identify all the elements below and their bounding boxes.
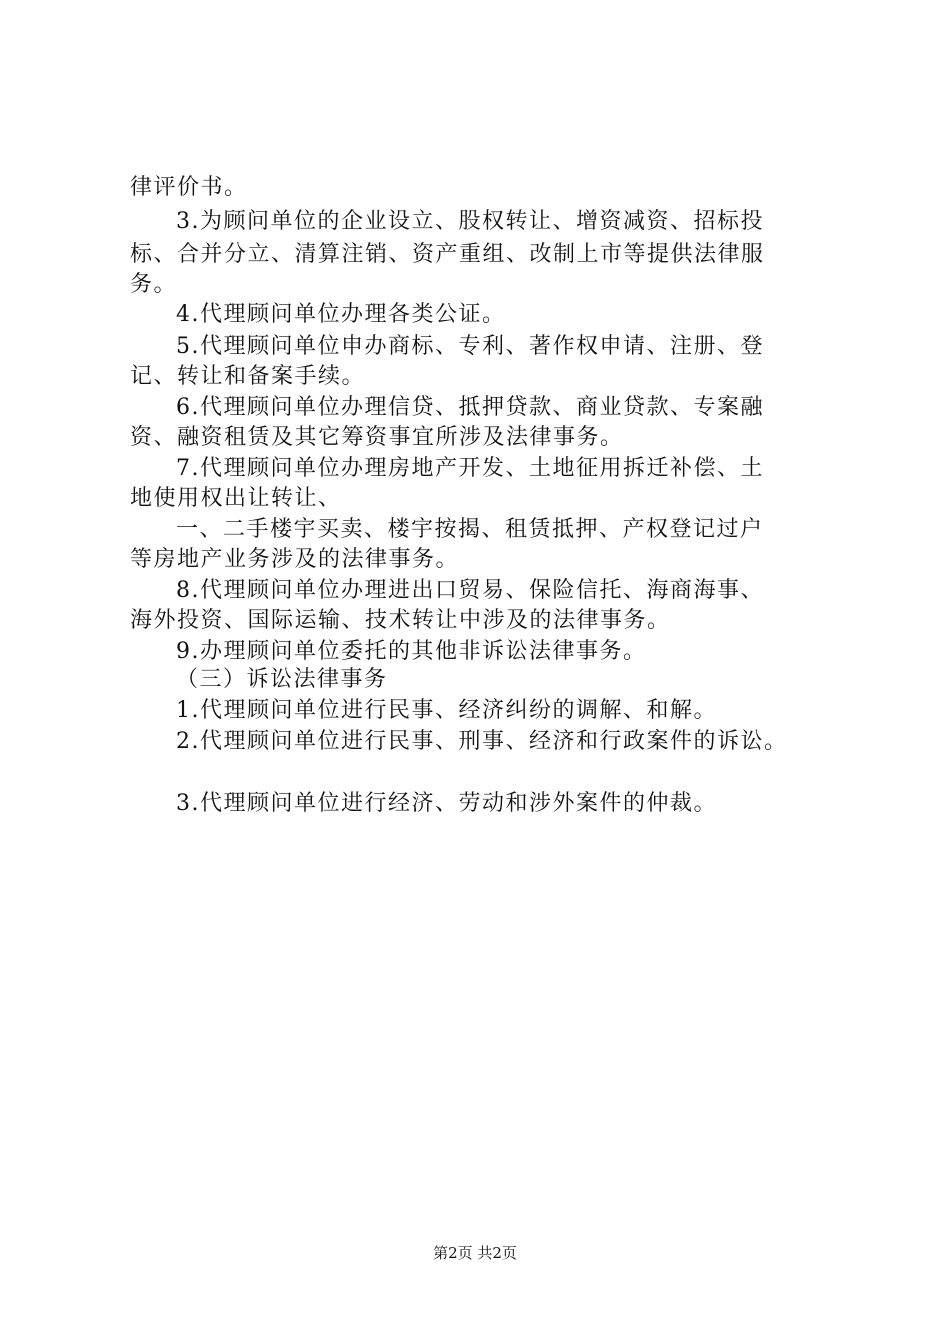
paragraph-line: 资、融资租赁及其它筹资事宜所涉及法律事务。 <box>130 425 624 450</box>
paragraph-line: 记、转让和备案手续。 <box>130 364 366 389</box>
paragraph-line: 3.代理顾问单位进行经济、劳动和涉外案件的仲裁。 <box>176 791 717 816</box>
paragraph-line: 一、二手楼宇买卖、楼宇按揭、租赁抵押、产权登记过户 <box>176 517 764 542</box>
paragraph-line: 4.代理顾问单位办理各类公证。 <box>176 302 506 327</box>
page-number-footer: 第2页 共2页 <box>433 1244 517 1262</box>
paragraph-line: 标、合并分立、清算注销、资产重组、改制上市等提供法律服 <box>130 242 765 267</box>
paragraph-line: 律评价书。 <box>130 175 248 200</box>
paragraph-line: 9.办理顾问单位委托的其他非诉讼法律事务。 <box>176 639 647 664</box>
paragraph-line: 1.代理顾问单位进行民事、经济纠纷的调解、和解。 <box>176 698 717 723</box>
paragraph-line: 海外投资、国际运输、技术转让中涉及的法律事务。 <box>130 608 671 633</box>
paragraph-line: 3.为顾问单位的企业设立、股权转让、增资减资、招标投 <box>176 209 764 234</box>
paragraph-line: 等房地产业务涉及的法律事务。 <box>130 547 460 572</box>
paragraph-line: 7.代理顾问单位办理房地产开发、土地征用拆迁补偿、土 <box>176 456 764 481</box>
section-heading: （三）诉讼法律事务 <box>176 667 388 692</box>
paragraph-line: 5.代理顾问单位申办商标、专利、著作权申请、注册、登 <box>176 334 764 359</box>
paragraph-line: 2.代理顾问单位进行民事、刑事、经济和行政案件的诉讼。 <box>176 729 788 754</box>
paragraph-line: 地使用权出让转让、 <box>130 486 342 511</box>
paragraph-line: 8.代理顾问单位办理进出口贸易、保险信托、海商海事、 <box>176 578 764 603</box>
paragraph-line: 6.代理顾问单位办理信贷、抵押贷款、商业贷款、专案融 <box>176 395 764 420</box>
paragraph-line: 务。 <box>130 272 178 297</box>
